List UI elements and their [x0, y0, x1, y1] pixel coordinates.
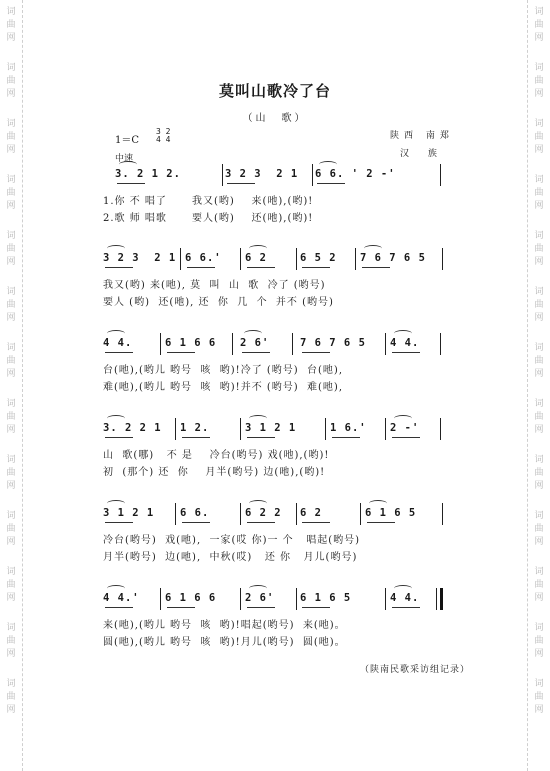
tie-arc	[394, 585, 412, 592]
bar-line	[160, 588, 161, 610]
watermark-group	[6, 510, 15, 549]
measure-notes: 3 2 3 2 1	[103, 252, 177, 264]
watermark-char: 曲	[6, 356, 16, 366]
watermark-char: 词	[534, 343, 544, 353]
bar-line	[180, 248, 181, 270]
watermark-group	[534, 342, 543, 381]
watermark-char: 词	[6, 7, 16, 17]
beam-line	[317, 183, 345, 184]
watermark-char: 网	[6, 705, 16, 715]
watermark-char: 词	[6, 63, 16, 73]
measure-notes: 1 2.	[180, 422, 210, 434]
beam-line	[367, 522, 395, 523]
watermark-char: 网	[6, 481, 16, 491]
watermark-char: 曲	[6, 524, 16, 534]
bar-line	[440, 418, 441, 440]
watermark-char: 网	[6, 593, 16, 603]
lyric-text: 来(吔),(哟儿 哟号 咳 哟)!唱起(哟号) 来(吔)。	[103, 620, 346, 631]
watermark-char: 曲	[6, 636, 16, 646]
measure-notes: 6 6. ' 2 -'	[315, 168, 396, 180]
watermark-group	[534, 622, 543, 661]
key-signature: 1＝C	[115, 135, 140, 146]
bar-line	[240, 503, 241, 525]
measure-notes: 3 1 2 1	[103, 507, 155, 519]
watermark-char: 网	[534, 537, 544, 547]
bar-line	[222, 164, 223, 186]
watermark-char: 网	[534, 593, 544, 603]
beam-line	[105, 437, 133, 438]
beam-line	[117, 183, 145, 184]
watermark-group	[534, 286, 543, 325]
beam-line	[182, 522, 210, 523]
watermark-char: 词	[534, 287, 544, 297]
bar-line	[160, 333, 161, 355]
watermark-char: 曲	[534, 692, 544, 702]
watermark-char: 网	[534, 201, 544, 211]
bar-line	[442, 503, 443, 525]
tie-arc	[244, 330, 262, 337]
watermark-char: 曲	[6, 468, 16, 478]
watermark-char: 词	[6, 399, 16, 409]
watermark-char: 曲	[6, 20, 16, 30]
measure-notes: 2 6'	[240, 337, 270, 349]
beam-line	[302, 607, 330, 608]
beam-line	[247, 437, 275, 438]
beam-line	[302, 267, 330, 268]
measure-notes: 6 1 6 5	[300, 592, 352, 604]
watermark-char: 词	[534, 455, 544, 465]
watermark-group	[534, 6, 543, 45]
beam-line	[105, 267, 133, 268]
watermark-char: 网	[6, 537, 16, 547]
watermark-char: 曲	[6, 692, 16, 702]
bar-line	[240, 418, 241, 440]
watermark-char: 网	[6, 313, 16, 323]
lyric-text: 山 歌(哪) 不 是 冷台(哟号) 戏(吔),(哟)!	[103, 450, 330, 461]
watermark-char: 曲	[534, 76, 544, 86]
watermark-char: 网	[534, 369, 544, 379]
beam-line	[247, 522, 275, 523]
watermark-char: 曲	[534, 524, 544, 534]
measure-notes: 6 1 6 6	[165, 592, 217, 604]
watermark-char: 词	[534, 119, 544, 129]
watermark-char: 网	[6, 33, 16, 43]
measure-notes: 1 6.'	[330, 422, 367, 434]
bar-line	[442, 248, 443, 270]
watermark-char: 词	[6, 287, 16, 297]
watermark-char: 曲	[6, 132, 16, 142]
bar-line	[292, 333, 293, 355]
tie-arc	[249, 415, 267, 422]
measure-notes: 7 6 7 6 5	[360, 252, 426, 264]
bar-line	[175, 503, 176, 525]
time-signature: 3 2 4 4	[156, 127, 171, 144]
measure-notes: 6 1 6 6	[165, 337, 217, 349]
bar-line	[385, 418, 386, 440]
watermark-char: 词	[534, 175, 544, 185]
watermark-char: 曲	[534, 412, 544, 422]
measure-notes: 4 4.	[390, 337, 420, 349]
tie-arc	[107, 415, 125, 422]
watermark-char: 曲	[6, 412, 16, 422]
beam-line	[105, 522, 133, 523]
watermark-group	[534, 566, 543, 605]
watermark-group	[534, 510, 543, 549]
beam-line	[302, 522, 330, 523]
measure-notes: 3 2 3 2 1	[225, 168, 299, 180]
measure-notes: 7 6 7 6 5	[300, 337, 366, 349]
watermark-char: 网	[534, 145, 544, 155]
watermark-char: 词	[6, 455, 16, 465]
watermark-char: 曲	[6, 244, 16, 254]
beam-line	[187, 267, 215, 268]
lyric-text: 1.你 不 唱了 我又(哟) 来(吔),(哟)!	[103, 196, 314, 207]
watermark-group	[6, 454, 15, 493]
lyric-text: 要人 (哟) 还(吔), 还 你 几 个 并不 (哟号)	[103, 297, 334, 308]
watermark-char: 曲	[6, 76, 16, 86]
lyric-text: 台(吔),(哟儿 哟号 咳 哟)!冷了 (哟号) 台(吔),	[103, 365, 344, 376]
watermark-char: 网	[534, 425, 544, 435]
watermark-group	[6, 342, 15, 381]
tie-arc	[107, 330, 125, 337]
watermark-char: 词	[534, 399, 544, 409]
song-ethnicity: 汉 族	[400, 149, 445, 159]
beam-line	[302, 352, 330, 353]
measure-notes: 4 4.	[103, 337, 133, 349]
beam-line	[242, 352, 270, 353]
measure-notes: 4 4.'	[103, 592, 140, 604]
watermark-char: 网	[534, 705, 544, 715]
watermark-group	[6, 566, 15, 605]
watermark-char: 网	[534, 313, 544, 323]
watermark-char: 词	[6, 175, 16, 185]
watermark-char: 词	[534, 679, 544, 689]
lyric-text: 冷台(哟号) 戏(吔), 一家(哎 你)一 个 唱起(哟号)	[103, 535, 360, 546]
source-note: （陕南民歌采访组记录）	[359, 665, 470, 675]
tie-arc	[394, 415, 412, 422]
measure-notes: 3 1 2 1	[245, 422, 297, 434]
watermark-char: 曲	[534, 356, 544, 366]
tie-arc	[107, 585, 125, 592]
watermark-group	[6, 6, 15, 45]
watermark-char: 网	[6, 369, 16, 379]
tie-arc	[119, 161, 137, 168]
watermark-char: 词	[6, 119, 16, 129]
watermark-group	[534, 174, 543, 213]
bar-line	[175, 418, 176, 440]
watermark-char: 词	[6, 511, 16, 521]
bar-line	[385, 588, 386, 610]
tie-arc	[249, 500, 267, 507]
watermark-group	[6, 230, 15, 269]
beam-line	[182, 437, 210, 438]
measure-notes: 6 6.'	[185, 252, 222, 264]
watermark-group	[6, 678, 15, 717]
beam-line	[247, 267, 275, 268]
watermark-group	[6, 286, 15, 325]
watermark-char: 曲	[534, 468, 544, 478]
watermark-group	[6, 398, 15, 437]
tie-arc	[107, 500, 125, 507]
beam-line	[392, 437, 420, 438]
watermark-char: 网	[534, 649, 544, 659]
tie-arc	[107, 245, 125, 252]
watermark-char: 曲	[6, 188, 16, 198]
song-genre: （山 歌）	[242, 113, 308, 124]
bar-line	[440, 333, 441, 355]
beam-line	[362, 267, 390, 268]
measure-notes: 6 2	[300, 507, 322, 519]
watermark-char: 网	[6, 89, 16, 99]
watermark-char: 曲	[534, 244, 544, 254]
watermark-char: 曲	[534, 580, 544, 590]
tie-arc	[364, 245, 382, 252]
watermark-char: 曲	[534, 132, 544, 142]
watermark-group	[6, 622, 15, 661]
beam-line	[105, 607, 133, 608]
watermark-char: 网	[6, 649, 16, 659]
bar-line	[325, 418, 326, 440]
bar-line	[232, 333, 233, 355]
measure-notes: 3. 2 1 2.	[115, 168, 181, 180]
watermark-char: 网	[6, 257, 16, 267]
watermark-char: 词	[6, 343, 16, 353]
watermark-char: 词	[534, 567, 544, 577]
watermark-group	[534, 678, 543, 717]
beam-line	[227, 183, 255, 184]
tie-arc	[249, 585, 267, 592]
watermark-char: 网	[534, 33, 544, 43]
measure-notes: 6 2 2	[245, 507, 282, 519]
watermark-char: 词	[534, 623, 544, 633]
lyric-text: 难(吔),(哟儿 哟号 咳 哟)!并不 (哟号) 难(吔),	[103, 382, 344, 393]
lyric-text: 月半(哟号) 边(吔), 中秋(哎) 还 你 月儿(哟号)	[103, 552, 358, 563]
bar-line	[296, 503, 297, 525]
lyric-text: 圆(吔),(哟儿 哟号 咳 哟)!月儿(哟号) 圆(吔)。	[103, 637, 346, 648]
watermark-char: 曲	[534, 188, 544, 198]
tie-arc	[394, 330, 412, 337]
bar-line	[360, 503, 361, 525]
bar-line	[296, 248, 297, 270]
lyric-text: 初 (那个) 还 你 月半(哟号) 边(吔),(哟)!	[103, 467, 326, 478]
measure-notes: 6 2	[245, 252, 267, 264]
watermark-char: 曲	[6, 300, 16, 310]
measure-notes: 6 6.	[180, 507, 210, 519]
tempo-marking: 中速	[115, 154, 134, 164]
watermark-char: 曲	[6, 580, 16, 590]
watermark-group	[6, 174, 15, 213]
watermark-char: 网	[534, 481, 544, 491]
watermark-char: 词	[6, 567, 16, 577]
watermark-char: 网	[534, 257, 544, 267]
beam-line	[247, 607, 275, 608]
beam-line	[392, 352, 420, 353]
beam-line	[392, 607, 420, 608]
watermark-char: 词	[534, 511, 544, 521]
bar-line	[240, 588, 241, 610]
watermark-char: 词	[534, 63, 544, 73]
watermark-char: 词	[6, 231, 16, 241]
measure-notes: 3. 2 2 1	[103, 422, 162, 434]
watermark-group	[534, 230, 543, 269]
watermark-char: 词	[534, 231, 544, 241]
watermark-char: 词	[534, 7, 544, 17]
watermark-char: 词	[6, 679, 16, 689]
beam-line	[332, 437, 360, 438]
tie-arc	[369, 500, 387, 507]
bar-line	[296, 588, 297, 610]
watermark-char: 网	[6, 425, 16, 435]
bar-line	[440, 164, 441, 186]
tie-arc	[319, 161, 337, 168]
tie-arc	[249, 245, 267, 252]
final-barline-thick	[440, 588, 443, 610]
watermark-char: 曲	[534, 20, 544, 30]
beam-line	[105, 352, 133, 353]
bar-line	[312, 164, 313, 186]
beam-line	[167, 607, 195, 608]
bar-line	[355, 248, 356, 270]
measure-notes: 2 -'	[390, 422, 420, 434]
bar-line	[385, 333, 386, 355]
watermark-group	[534, 398, 543, 437]
watermark-group	[534, 454, 543, 493]
watermark-char: 网	[534, 89, 544, 99]
measure-notes: 6 5 2	[300, 252, 337, 264]
watermark-char: 网	[6, 201, 16, 211]
measure-notes: 4 4.	[390, 592, 420, 604]
watermark-char: 曲	[534, 636, 544, 646]
final-barline-thin	[436, 588, 437, 610]
watermark-char: 曲	[534, 300, 544, 310]
measure-notes: 6 1 6 5	[365, 507, 417, 519]
beam-line	[167, 352, 195, 353]
song-title: 莫叫山歌冷了台	[218, 82, 331, 100]
lyric-text: 我又(哟) 来(吔), 莫 叫 山 歌 冷了 (哟号)	[103, 280, 326, 291]
measure-notes: 2 6'	[245, 592, 275, 604]
lyric-text: 2.歌 师 唱歌 要人(哟) 还(吔),(哟)!	[103, 213, 314, 224]
watermark-char: 网	[6, 145, 16, 155]
song-region: 陕西 南郑	[390, 131, 454, 141]
bar-line	[240, 248, 241, 270]
watermark-char: 词	[6, 623, 16, 633]
